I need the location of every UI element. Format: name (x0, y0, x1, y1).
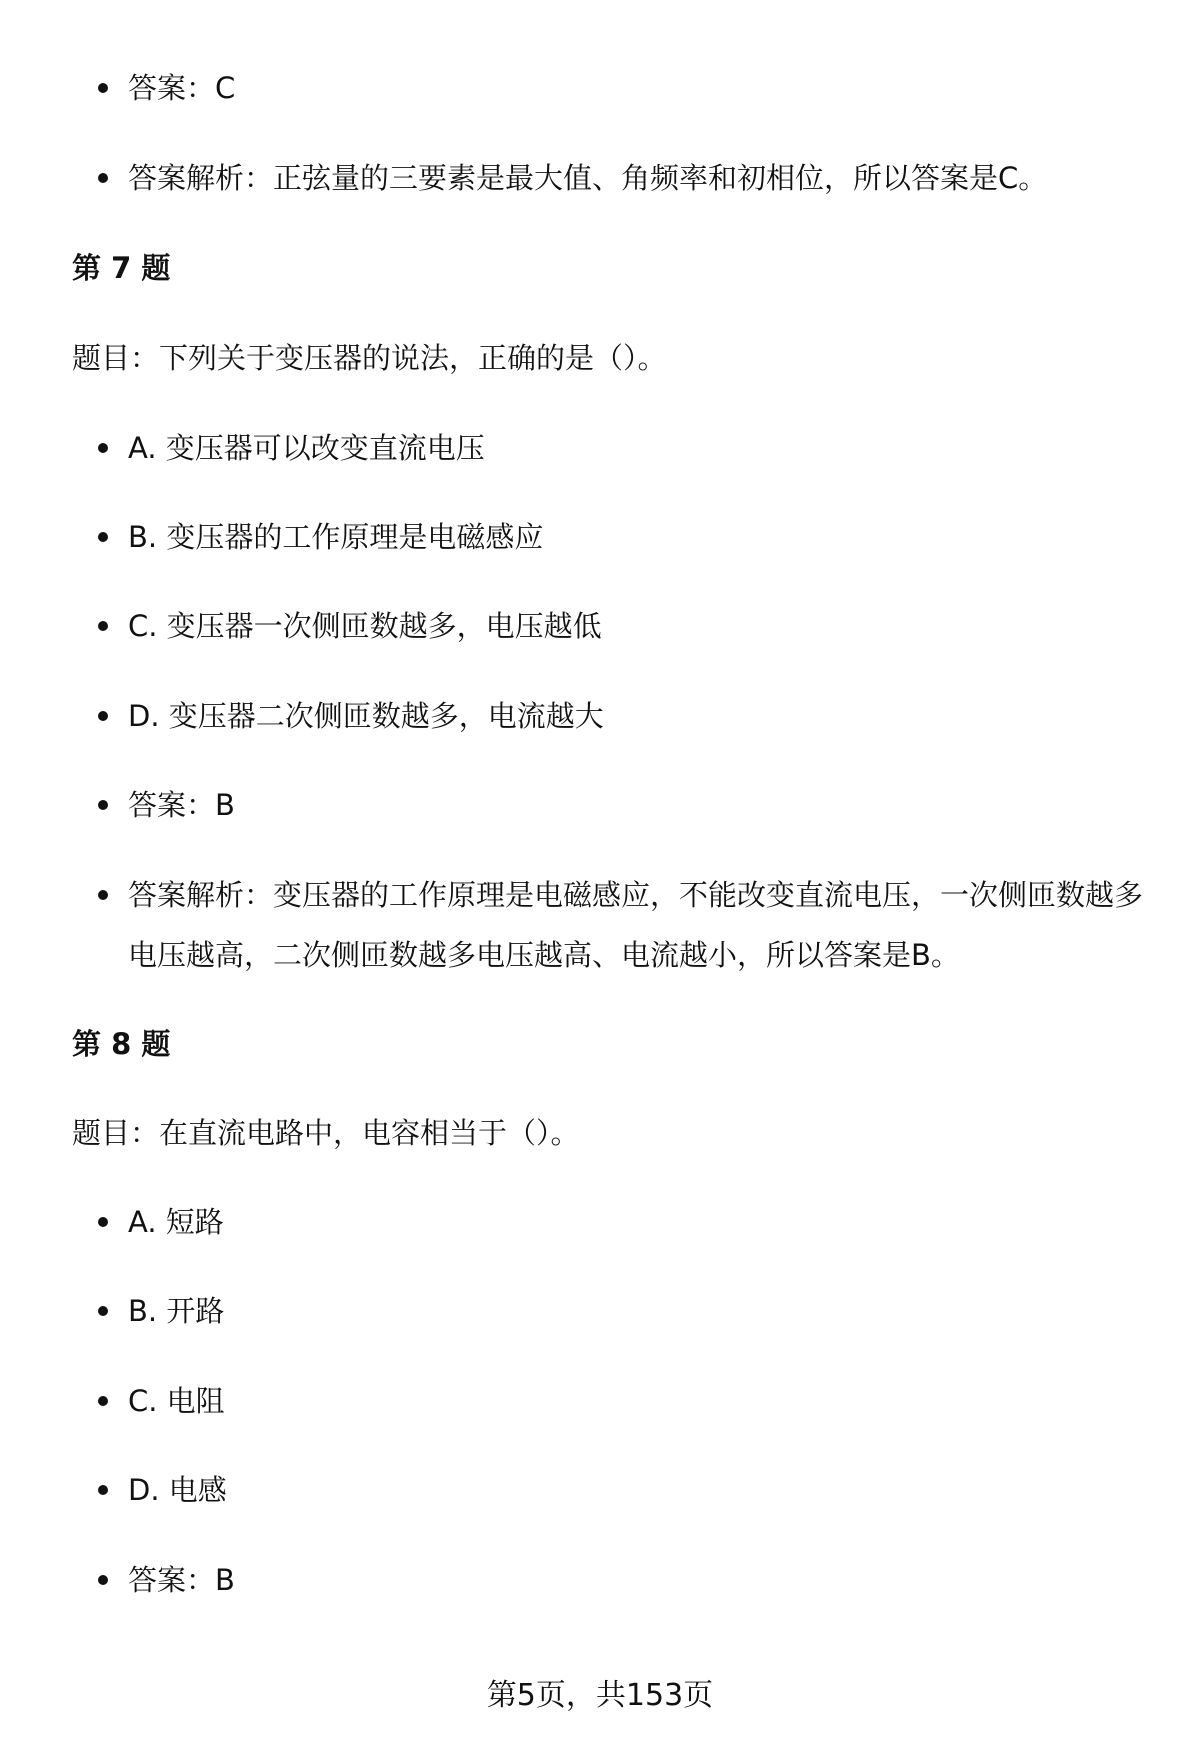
q7-question: 题目：下列关于变压器的说法，正确的是（）。 (72, 341, 667, 375)
q8-answer-text: 答案：B (128, 1563, 235, 1597)
q6-answer-text: 答案：C (128, 71, 236, 105)
q6-explanation-text: 答案解析：正弦量的三要素是最大值、角频率和初相位，所以答案是C。 (128, 161, 1048, 195)
bullet-dot (98, 443, 108, 453)
q7-option-d-text: D. 变压器二次侧匝数越多，电流越大 (128, 699, 604, 733)
q7-answer-text: 答案：B (128, 788, 235, 822)
q8-question: 题目：在直流电路中，电容相当于（）。 (72, 1116, 580, 1150)
page-number-footer: 第5页，共153页 (486, 1678, 714, 1713)
q8-heading: 第 8 题 (72, 1027, 171, 1061)
q8-option-a-text: A. 短路 (128, 1205, 224, 1239)
bullet-dot (98, 173, 108, 183)
q7-heading: 第 7 题 (72, 251, 171, 285)
bullet-dot (98, 83, 108, 93)
bullet-dot (98, 890, 108, 900)
bullet-dot (98, 800, 108, 810)
q7-option-a-text: A. 变压器可以改变直流电压 (128, 431, 485, 465)
q7-option-b-text: B. 变压器的工作原理是电磁感应 (128, 520, 544, 554)
bullet-dot (98, 532, 108, 542)
q7-option-c-text: C. 变压器一次侧匝数越多，电压越低 (128, 609, 602, 643)
q7-explanation-text: 答案解析：变压器的工作原理是电磁感应，不能改变直流电压，一次侧匝数越多电压越高，二次侧匝数越多电压越高、电流越小，所以答案是B。 (128, 878, 1144, 972)
bullet-dot (98, 1485, 108, 1495)
bullet-dot (98, 1575, 108, 1585)
bullet-dot (98, 1306, 108, 1316)
bullet-dot (98, 1396, 108, 1406)
bullet-dot (98, 711, 108, 721)
bullet-dot (98, 621, 108, 631)
q8-option-c-text: C. 电阻 (128, 1384, 225, 1418)
q8-option-b-text: B. 开路 (128, 1294, 225, 1328)
bullet-dot (98, 1217, 108, 1227)
q8-option-d-text: D. 电感 (128, 1473, 227, 1507)
